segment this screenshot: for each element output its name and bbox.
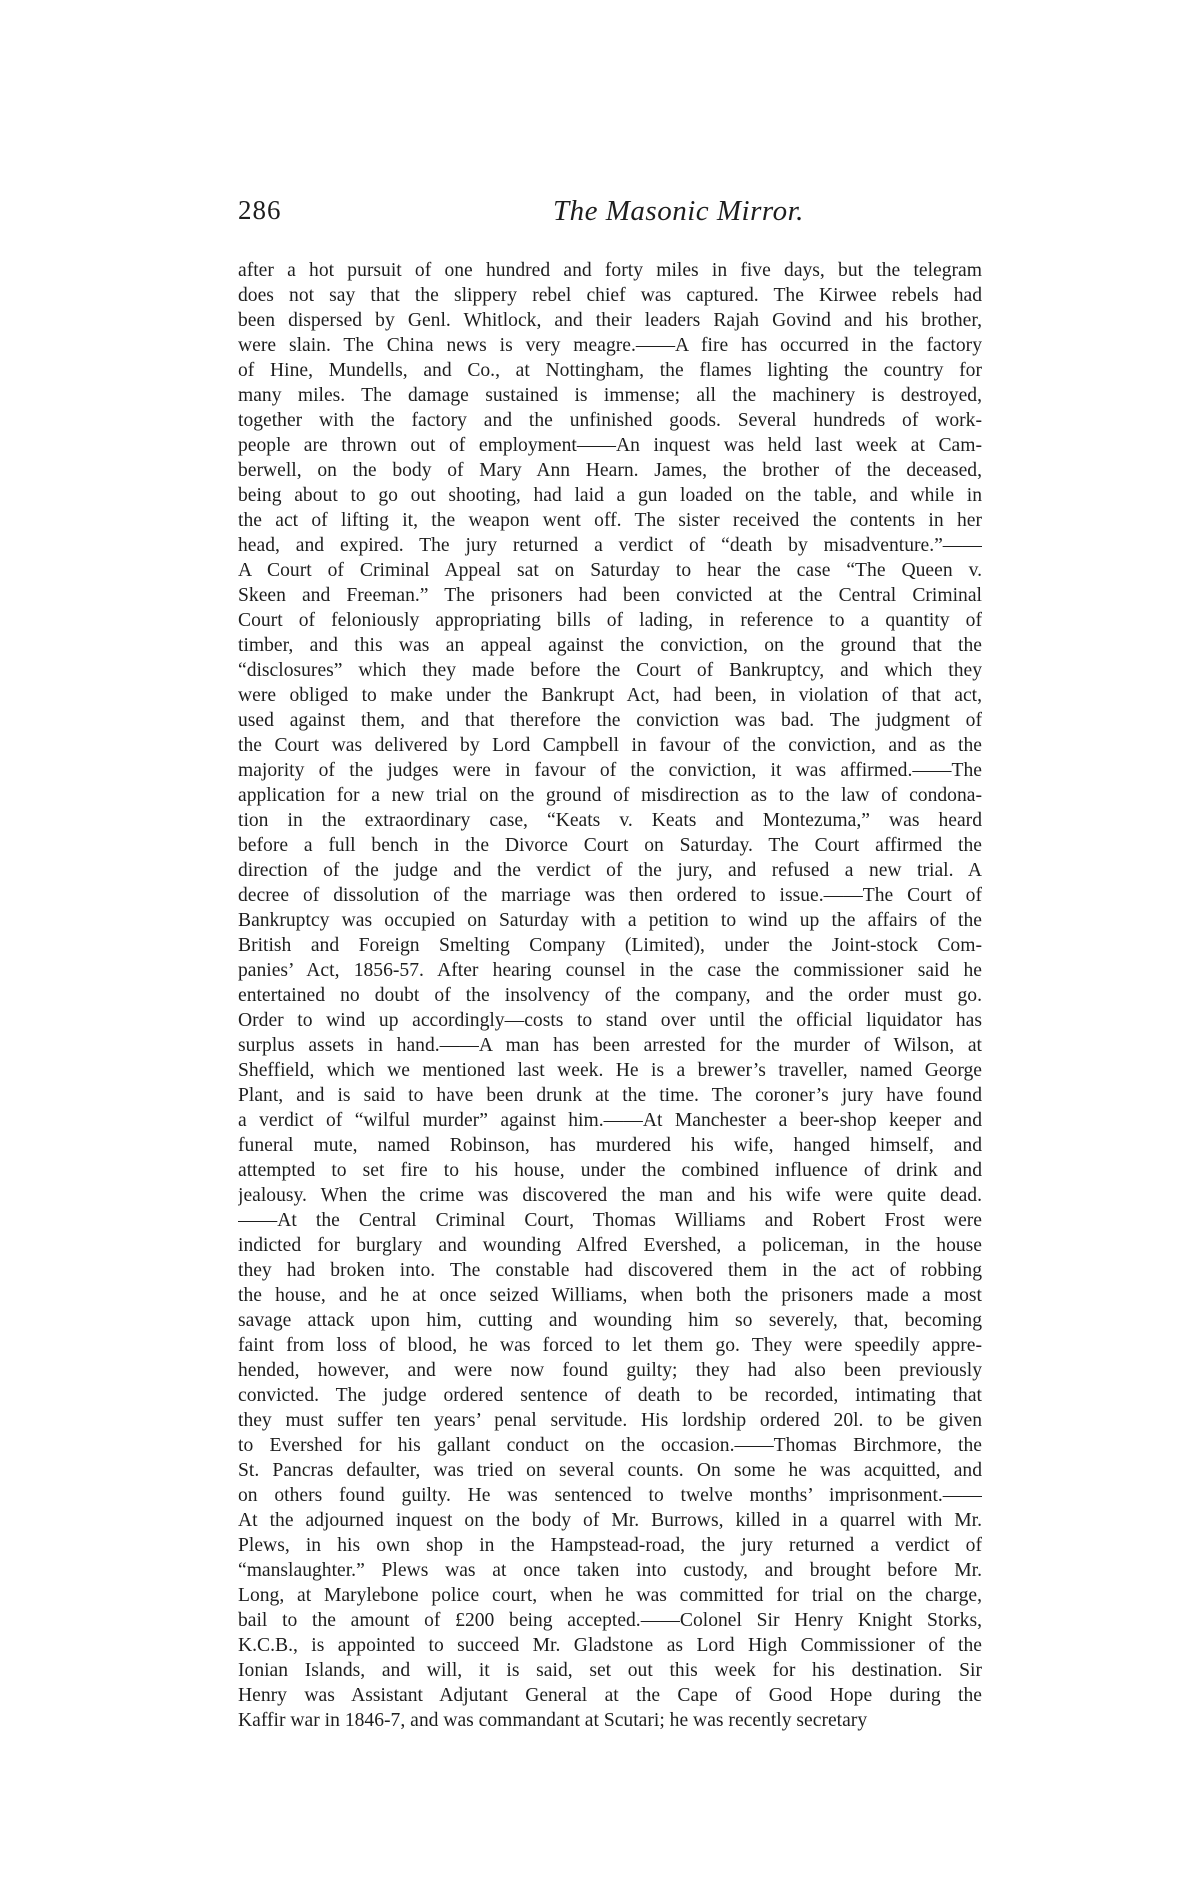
- text-line: the house, and he at once seized Williams, when both the prisoners made a most: [238, 1285, 982, 1306]
- text-line: decree of dissolution of the marriage was then ordered to issue.——The Court of: [238, 885, 982, 906]
- text-line: the act of lifting it, the weapon went off. The sister received the contents in her: [238, 510, 982, 531]
- text-line: bail to the amount of £200 being accepted.——Colonel Sir Henry Knight Storks,: [238, 1610, 982, 1631]
- page-number: 286: [238, 195, 282, 225]
- text-line: berwell, on the body of Mary Ann Hearn. James, the brother of the deceased,: [238, 460, 982, 481]
- text-line: British and Foreign Smelting Company (Limited), under the Joint-stock Com-: [238, 935, 982, 956]
- text-line: K.C.B., is appointed to succeed Mr. Gladstone as Lord High Commissioner of the: [238, 1635, 982, 1656]
- text-line: does not say that the slippery rebel chief was captured. The Kirwee rebels had: [238, 285, 982, 306]
- text-line: application for a new trial on the ground of misdirection as to the law of condona-: [238, 785, 982, 806]
- text-line: Kaffir war in 1846-7, and was commandant at Scutari; he was recently secretary: [238, 1710, 868, 1731]
- text-line: together with the factory and the unfinished goods. Several hundreds of work-: [238, 410, 982, 431]
- text-line: faint from loss of blood, he was forced to let them go. They were speedily appre-: [238, 1335, 982, 1356]
- text-line: on others found guilty. He was sentenced to twelve months’ imprisonment.——: [238, 1485, 982, 1506]
- text-line: a verdict of “wilful murder” against him.——At Manchester a beer-shop keeper and: [238, 1110, 982, 1131]
- text-line: attempted to set fire to his house, under the combined influence of drink and: [238, 1160, 982, 1181]
- text-line: of Hine, Mundells, and Co., at Nottingham, the flames lighting the country for: [238, 360, 982, 381]
- text-line: indicted for burglary and wounding Alfred Evershed, a policeman, in the house: [238, 1235, 982, 1256]
- text-line: A Court of Criminal Appeal sat on Saturday to hear the case “The Queen v.: [238, 560, 982, 581]
- text-line: convicted. The judge ordered sentence of death to be recorded, intimating that: [238, 1385, 982, 1406]
- text-line: Bankruptcy was occupied on Saturday with a petition to wind up the affairs of the: [238, 910, 982, 931]
- text-line: they must suffer ten years’ penal servitude. His lordship ordered 20l. to be given: [238, 1410, 982, 1431]
- text-line: At the adjourned inquest on the body of Mr. Burrows, killed in a quarrel with Mr.: [238, 1510, 982, 1531]
- text-line: being about to go out shooting, had laid a gun loaded on the table, and while in: [238, 485, 982, 506]
- text-line: “disclosures” which they made before the Court of Bankruptcy, and which they: [238, 660, 982, 681]
- text-line: Sheffield, which we mentioned last week. He is a brewer’s traveller, named George: [238, 1060, 982, 1081]
- text-line: Plews, in his own shop in the Hampstead-road, the jury returned a verdict of: [238, 1535, 982, 1556]
- text-line: direction of the judge and the verdict of the jury, and refused a new trial. A: [238, 860, 982, 881]
- text-line: St. Pancras defaulter, was tried on several counts. On some he was acquitted, and: [238, 1460, 982, 1481]
- article-body: [238, 258, 982, 1733]
- text-line: they had broken into. The constable had discovered them in the act of robbing: [238, 1260, 982, 1281]
- text-line: majority of the judges were in favour of the conviction, it was affirmed.——The: [238, 760, 982, 781]
- text-line: were obliged to make under the Bankrupt Act, had been, in violation of that act,: [238, 685, 982, 706]
- text-line: Plant, and is said to have been drunk at the time. The coroner’s jury have found: [238, 1085, 982, 1106]
- text-line: the Court was delivered by Lord Campbell in favour of the conviction, and as the: [238, 735, 982, 756]
- text-line: people are thrown out of employment——An inquest was held last week at Cam-: [238, 435, 982, 456]
- text-line: panies’ Act, 1856-57. After hearing counsel in the case the commissioner said he: [238, 960, 982, 981]
- text-line: tion in the extraordinary case, “Keats v. Keats and Montezuma,” was heard: [238, 810, 982, 831]
- text-line: Henry was Assistant Adjutant General at the Cape of Good Hope during the: [238, 1685, 982, 1706]
- page-header: [238, 195, 982, 235]
- text-line: Order to wind up accordingly—costs to stand over until the official liquidator has: [238, 1010, 982, 1031]
- running-title: The Masonic Mirror.: [553, 195, 804, 227]
- text-line: surplus assets in hand.——A man has been arrested for the murder of Wilson, at: [238, 1035, 982, 1056]
- text-line: Court of feloniously appropriating bills of lading, in reference to a quantity of: [238, 610, 982, 631]
- text-line: before a full bench in the Divorce Court on Saturday. The Court affirmed the: [238, 835, 982, 856]
- text-line: after a hot pursuit of one hundred and forty miles in five days, but the telegram: [238, 260, 982, 281]
- text-line: timber, and this was an appeal against the conviction, on the ground that the: [238, 635, 982, 656]
- text-line: been dispersed by Genl. Whitlock, and their leaders Rajah Govind and his brother,: [238, 310, 982, 331]
- text-line: ——At the Central Criminal Court, Thomas Williams and Robert Frost were: [238, 1210, 982, 1231]
- text-line: hended, however, and were now found guilty; they had also been previously: [238, 1360, 982, 1381]
- text-line: entertained no doubt of the insolvency of the company, and the order must go.: [238, 985, 982, 1006]
- text-line: Skeen and Freeman.” The prisoners had been convicted at the Central Criminal: [238, 585, 982, 606]
- text-line: used against them, and that therefore the conviction was bad. The judgment of: [238, 710, 982, 731]
- text-line: Long, at Marylebone police court, when he was committed for trial on the charge,: [238, 1585, 982, 1606]
- text-line: were slain. The China news is very meagre.——A fire has occurred in the factory: [238, 335, 982, 356]
- text-line: to Evershed for his gallant conduct on the occasion.——Thomas Birchmore, the: [238, 1435, 982, 1456]
- text-line: “manslaughter.” Plews was at once taken into custody, and brought before Mr.: [238, 1560, 982, 1581]
- text-line: many miles. The damage sustained is immense; all the machinery is destroyed,: [238, 385, 982, 406]
- text-line: Ionian Islands, and will, it is said, set out this week for his destination. Sir: [238, 1660, 982, 1681]
- text-line: jealousy. When the crime was discovered the man and his wife were quite dead.: [238, 1185, 982, 1206]
- text-line: savage attack upon him, cutting and wounding him so severely, that, becoming: [238, 1310, 982, 1331]
- text-line: head, and expired. The jury returned a verdict of “death by misadventure.”——: [238, 535, 982, 556]
- text-line: funeral mute, named Robinson, has murdered his wife, hanged himself, and: [238, 1135, 982, 1156]
